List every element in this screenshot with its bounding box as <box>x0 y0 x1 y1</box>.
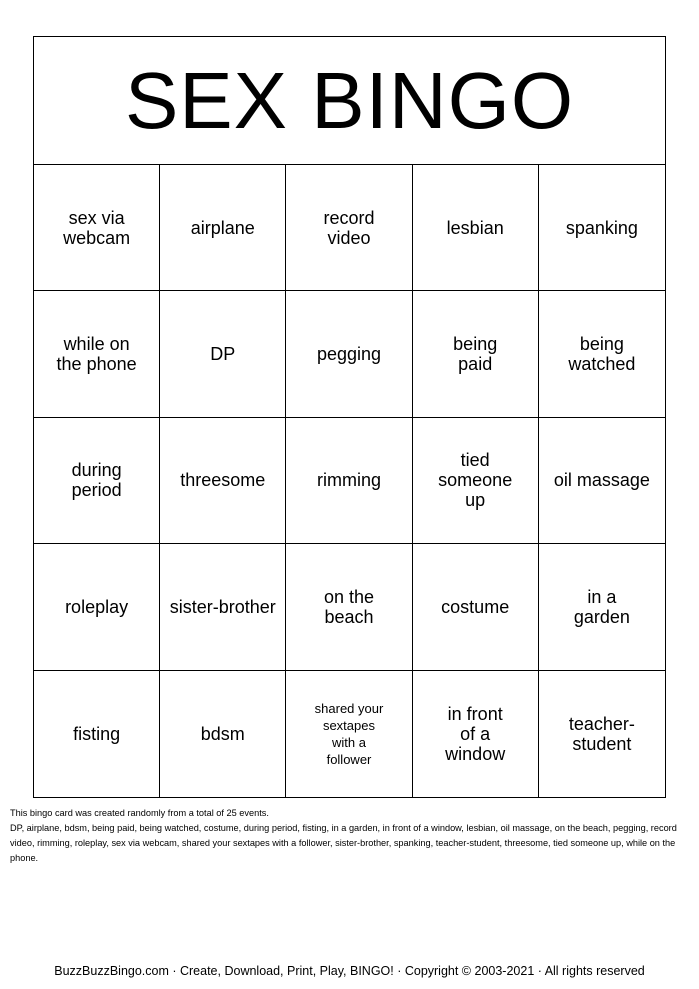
bingo-cell: being watched <box>539 291 665 417</box>
bingo-cell: being paid <box>413 291 539 417</box>
bingo-cell: in front of a window <box>413 671 539 797</box>
bingo-cell: costume <box>413 544 539 670</box>
bingo-cell: while on the phone <box>34 291 160 417</box>
bingo-cell: lesbian <box>413 165 539 291</box>
bingo-cell: tied someone up <box>413 418 539 544</box>
bingo-cell: record video <box>286 165 412 291</box>
bingo-cell: shared your sextapes with a follower <box>286 671 412 797</box>
bingo-cell: sister-brother <box>160 544 286 670</box>
bingo-cell: pegging <box>286 291 412 417</box>
bingo-cell: in a garden <box>539 544 665 670</box>
bingo-cell: spanking <box>539 165 665 291</box>
bingo-cell: threesome <box>160 418 286 544</box>
bingo-cell: bdsm <box>160 671 286 797</box>
bingo-cell: roleplay <box>34 544 160 670</box>
card-title: SEX BINGO <box>34 37 665 165</box>
bingo-cell: during period <box>34 418 160 544</box>
copyright-line: BuzzBuzzBingo.com · Create, Download, Print, Play, BINGO! · Copyright © 2003-2021 · All rights reserved <box>54 964 645 978</box>
bingo-cell: sex via webcam <box>34 165 160 291</box>
footnote-summary: This bingo card was created randomly from a total of 25 events. <box>10 808 269 818</box>
card-footnote <box>10 806 690 866</box>
bingo-cell: oil massage <box>539 418 665 544</box>
bingo-cell: fisting <box>34 671 160 797</box>
bingo-cell: DP <box>160 291 286 417</box>
bingo-cell: teacher-student <box>568 713 635 754</box>
bingo-cell: on the beach <box>286 544 412 670</box>
bingo-card <box>33 36 666 798</box>
bingo-cell: airplane <box>160 165 286 291</box>
footnote-event-list: DP, airplane, bdsm, being paid, being watched, costume, during period, fisting, in a garden, in front of a window, lesbian, oil massage, on the beach, pegging, record video, rimming, roleplay, sex via webcam, shared your sextapes with a follower, sister-brother, spanking, teacher-student, threesome, tied someone up, while on the phone. <box>10 823 677 863</box>
bingo-cell: rimming <box>286 418 412 544</box>
bingo-grid <box>34 165 665 797</box>
